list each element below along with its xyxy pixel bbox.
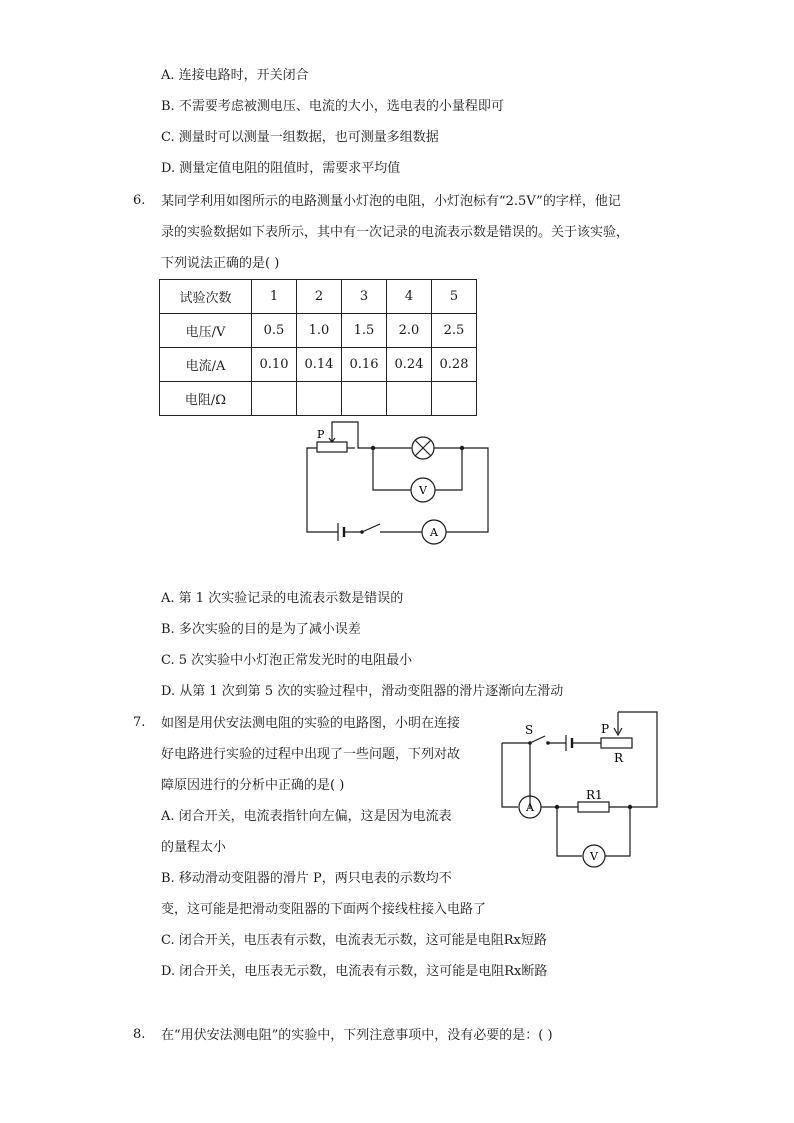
q7-option-b-line-2: 变，这可能是把滑动变阻器的下面两个接线柱接入电路了 (161, 902, 487, 917)
table-row-label: 电阻/Ω (160, 382, 252, 416)
table-header-trial: 3 (342, 280, 387, 314)
table-row (160, 348, 477, 382)
table-cell (432, 382, 477, 416)
q6-stem-line-1: 某同学利用如图所示的电路测量小灯泡的电阻，小灯泡标有“2.5V”的字样，他记 (161, 194, 621, 209)
q6-option-d: D. 从第 1 次到第 5 次的实验过程中，滑动变阻器的滑片逐渐向左滑动 (161, 684, 564, 699)
q7-switch-symbol (530, 736, 545, 743)
q7-rheostat-label: R (614, 751, 624, 765)
table-cell (342, 382, 387, 416)
q7-switch-label: S (525, 723, 534, 737)
table-cell: 0.28 (432, 348, 477, 382)
table-header-trial: 5 (432, 280, 477, 314)
rheostat-symbol (317, 442, 347, 452)
table-cell: 2.0 (387, 314, 432, 348)
q7-option-b-line-1: B. 移动滑动变阻器的滑片 P，两只电表的示数均不 (161, 871, 452, 886)
q6-circuit-diagram (290, 415, 500, 545)
q6-number: 6. (133, 193, 146, 208)
table-cell (252, 382, 297, 416)
q7-resistor-symbol (578, 802, 609, 812)
q7-rheostat-symbol (601, 738, 632, 748)
q6-data-table (159, 279, 477, 416)
table-cell (297, 382, 342, 416)
q6-stem-line-2: 录的实验数据如下表所示，其中有一次记录的电流表示数是错误的。关于该实验， (161, 225, 630, 240)
table-row-label: 电压/V (160, 314, 252, 348)
q6-stem-line-3: 下列说法正确的是( ) (161, 256, 280, 271)
switch-symbol (362, 524, 380, 532)
q7-option-a-line-1: A. 闭合开关，电流表指针向左偏，这是因为电流表 (161, 809, 452, 824)
q6-option-b: B. 多次实验的目的是为了减小误差 (161, 622, 361, 637)
q6-option-c: C. 5 次实验中小灯泡正常发光时的电阻最小 (161, 653, 413, 668)
table-header-trial: 1 (252, 280, 297, 314)
q6-ammeter-label: A (430, 526, 438, 539)
q7-stem-line-1: 如图是用伏安法测电阻的实验的电路图，小明在连接 (161, 716, 461, 731)
q5-option-c: C. 测量时可以测量一组数据，也可测量多组数据 (161, 130, 439, 145)
q5-option-a: A. 连接电路时，开关闭合 (161, 68, 309, 83)
table-row (160, 314, 477, 348)
q6-voltmeter-label: V (419, 484, 427, 497)
table-cell: 0.10 (252, 348, 297, 382)
table-cell: 0.16 (342, 348, 387, 382)
q7-stem-line-3: 障原因进行的分析中正确的是( ) (161, 778, 345, 793)
table-cell: 0.5 (252, 314, 297, 348)
table-cell (387, 382, 432, 416)
table-row-label: 电流/A (160, 348, 252, 382)
q7-ammeter-label: A (526, 801, 534, 814)
table-cell: 1.0 (297, 314, 342, 348)
table-cell: 1.5 (342, 314, 387, 348)
q5-option-b: B. 不需要考虑被测电压、电流的大小，选电表的小量程即可 (161, 99, 504, 114)
table-header-trial: 2 (297, 280, 342, 314)
q7-stem-line-2: 好电路进行实验的过程中出现了一些问题，下列对故 (161, 747, 461, 762)
q5-option-d: D. 测量定值电阻的阻值时，需要求平均值 (161, 161, 401, 176)
q7-slider-label: P (601, 722, 610, 736)
q7-number: 7. (133, 715, 146, 730)
q7-resistor-label: R1 (586, 788, 603, 802)
q7-option-c: C. 闭合开关，电压表有示数，电流表无示数，这可能是电阻Rx短路 (161, 933, 547, 948)
q8-number: 8. (133, 1027, 146, 1042)
q6-option-a: A. 第 1 次实验记录的电流表示数是错误的 (161, 591, 404, 606)
q7-option-d: D. 闭合开关，电压表无示数，电流表有示数，这可能是电阻Rx断路 (161, 964, 548, 979)
q8-stem: 在“用伏安法测电阻”的实验中，下列注意事项中，没有必要的是：( ) (161, 1028, 553, 1043)
table-row (160, 382, 477, 416)
table-cell: 0.24 (387, 348, 432, 382)
table-cell: 2.5 (432, 314, 477, 348)
table-header-trial: 4 (387, 280, 432, 314)
table-cell: 0.14 (297, 348, 342, 382)
table-header-label: 试验次数 (160, 280, 252, 314)
q7-option-a-line-2: 的量程太小 (161, 840, 227, 855)
q7-voltmeter-label: V (590, 850, 598, 863)
table-row (160, 280, 477, 314)
q7-circuit-diagram (505, 705, 665, 870)
q6-slider-label: P (317, 428, 325, 441)
